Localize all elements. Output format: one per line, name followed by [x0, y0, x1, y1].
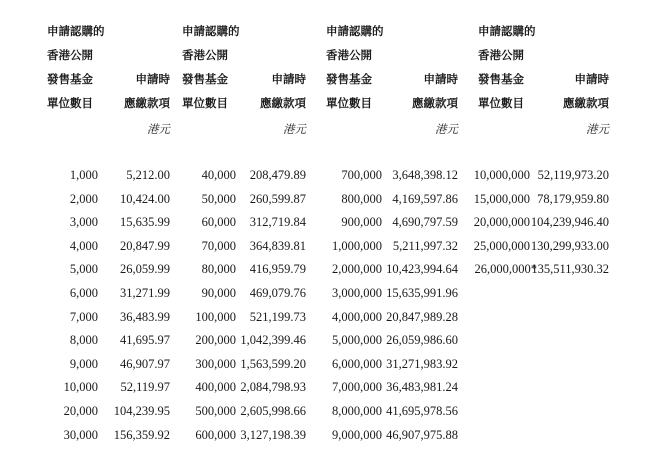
amount-cell: 4,690,797.59: [392, 215, 458, 230]
units-column-header: 單位數目: [478, 96, 524, 110]
amount-cell: 1,042,399.46: [240, 333, 306, 348]
units-cell: 8,000: [69, 333, 98, 348]
amount-cell: 135,511,930.32: [531, 262, 609, 277]
amount-cell: 312,719.84: [249, 215, 306, 230]
units-cell: 30,000: [63, 427, 98, 442]
units-cell: 3,000: [69, 215, 98, 230]
amount-cell: 41,695.97: [120, 333, 170, 348]
amount-column-header: 應繳款項: [124, 96, 170, 110]
units-cell: 9,000,000: [332, 427, 382, 442]
units-column-header: 申請認購的: [182, 24, 240, 38]
units-cell: 3,000,000: [332, 286, 382, 300]
amount-column-header: 應繳款項: [260, 96, 306, 110]
amount-cell: 26,059.99: [120, 262, 170, 277]
amount-cell: 208,479.89: [249, 168, 306, 182]
units-column-header: 發售基金: [47, 72, 93, 86]
amount-cell: 15,635.99: [120, 215, 170, 230]
amount-column-header: 應繳款項: [563, 96, 609, 110]
amount-cell: 10,424.00: [120, 191, 170, 206]
currency-label: 港元: [147, 122, 170, 136]
units-cell: 7,000: [69, 309, 98, 324]
units-cell: 26,000,000*: [474, 262, 537, 277]
units-column-header: 香港公開: [326, 48, 372, 62]
units-cell: 200,000: [195, 333, 236, 348]
amount-cell: 3,648,398.12: [392, 168, 458, 182]
amount-cell: 15,635,991.96: [386, 286, 458, 300]
units-cell: 1,000: [69, 168, 98, 182]
amount-cell: 31,271.99: [120, 286, 170, 300]
units-column-header: 申請認購的: [47, 24, 105, 38]
units-cell: 10,000,000: [473, 168, 530, 182]
units-cell: 500,000: [195, 404, 236, 418]
units-cell: 10,000: [63, 380, 98, 395]
units-column-header: 發售基金: [182, 72, 228, 86]
amount-cell: 130,299,933.00: [530, 238, 609, 253]
amount-cell: 10,423,994.64: [386, 262, 458, 277]
amount-column-header: 申請時: [271, 72, 306, 86]
amount-cell: 52,119.97: [120, 380, 170, 395]
units-column-header: 發售基金: [326, 72, 372, 86]
units-cell: 25,000,000: [473, 238, 530, 253]
amount-cell: 20,847.99: [120, 238, 170, 253]
units-column-header: 香港公開: [478, 48, 524, 62]
units-column-header: 申請認購的: [326, 24, 384, 38]
units-cell: 900,000: [341, 215, 382, 230]
amount-cell: 104,239.95: [113, 404, 170, 418]
amount-cell: 20,847,989.28: [386, 309, 458, 324]
units-cell: 5,000,000: [332, 333, 382, 348]
units-cell: 8,000,000: [332, 404, 382, 418]
units-cell: 15,000,000: [473, 191, 530, 206]
amount-cell: 4,169,597.86: [392, 191, 458, 206]
units-cell: 50,000: [201, 191, 236, 206]
amount-cell: 364,839.81: [249, 238, 306, 253]
amount-cell: 5,211,997.32: [392, 238, 458, 253]
units-cell: 4,000,000: [332, 309, 382, 324]
amount-column-header: 應繳款項: [412, 96, 458, 110]
units-cell: 800,000: [341, 191, 382, 206]
units-cell: 9,000: [69, 356, 98, 371]
amount-cell: 2,084,798.93: [240, 380, 306, 395]
amount-column-header: 申請時: [423, 72, 458, 86]
units-cell: 70,000: [201, 238, 236, 253]
amount-cell: 469,079.76: [249, 286, 306, 300]
units-cell: 6,000: [69, 286, 98, 300]
units-cell: 20,000: [63, 404, 98, 418]
amount-cell: 26,059,986.60: [386, 333, 458, 348]
units-cell: 20,000,000: [473, 215, 530, 230]
amount-cell: 36,483.99: [120, 309, 170, 324]
units-cell: 7,000,000: [332, 380, 382, 395]
units-column-header: 香港公開: [47, 48, 93, 62]
amount-cell: 260,599.87: [249, 191, 306, 206]
amount-cell: 416,959.79: [249, 262, 306, 277]
units-column-header: 申請認購的: [478, 24, 536, 38]
amount-cell: 1,563,599.20: [240, 356, 306, 371]
units-cell: 100,000: [195, 309, 236, 324]
amount-cell: 36,483,981.24: [386, 380, 458, 395]
units-cell: 700,000: [341, 168, 382, 182]
units-cell: 6,000,000: [332, 356, 382, 371]
units-cell: 1,000,000: [332, 238, 382, 253]
amount-cell: 521,199.73: [249, 309, 306, 324]
amount-cell: 78,179,959.80: [537, 191, 609, 206]
units-cell: 90,000: [201, 286, 236, 300]
units-cell: 40,000: [201, 168, 236, 182]
units-cell: 5,000: [69, 262, 98, 277]
amount-cell: 46,907.97: [120, 356, 170, 371]
units-column-header: 單位數目: [182, 96, 228, 110]
units-column-header: 香港公開: [182, 48, 228, 62]
amount-column-header: 申請時: [574, 72, 609, 86]
units-cell: 4,000: [69, 238, 98, 253]
amount-cell: 104,239,946.40: [530, 215, 609, 230]
units-cell: 2,000,000: [332, 262, 382, 277]
units-cell: 80,000: [201, 262, 236, 277]
amount-cell: 41,695,978.56: [386, 404, 458, 418]
amount-cell: 156,359.92: [113, 427, 170, 442]
amount-column-header: 申請時: [135, 72, 170, 86]
currency-label: 港元: [586, 122, 609, 136]
amount-cell: 46,907,975.88: [386, 427, 458, 442]
units-cell: 300,000: [195, 356, 236, 371]
amount-cell: 3,127,198.39: [240, 427, 306, 442]
units-column-header: 發售基金: [478, 72, 524, 86]
amount-cell: 52,119,973.20: [537, 168, 609, 182]
units-cell: 60,000: [201, 215, 236, 230]
units-cell: 2,000: [69, 191, 98, 206]
units-cell: 400,000: [195, 380, 236, 395]
currency-label: 港元: [283, 122, 306, 136]
currency-label: 港元: [435, 122, 458, 136]
units-cell: 600,000: [195, 427, 236, 442]
amount-cell: 2,605,998.66: [240, 404, 306, 418]
amount-cell: 5,212.00: [126, 168, 170, 182]
units-column-header: 單位數目: [326, 96, 372, 110]
amount-cell: 31,271,983.92: [386, 356, 458, 371]
units-column-header: 單位數目: [47, 96, 93, 110]
